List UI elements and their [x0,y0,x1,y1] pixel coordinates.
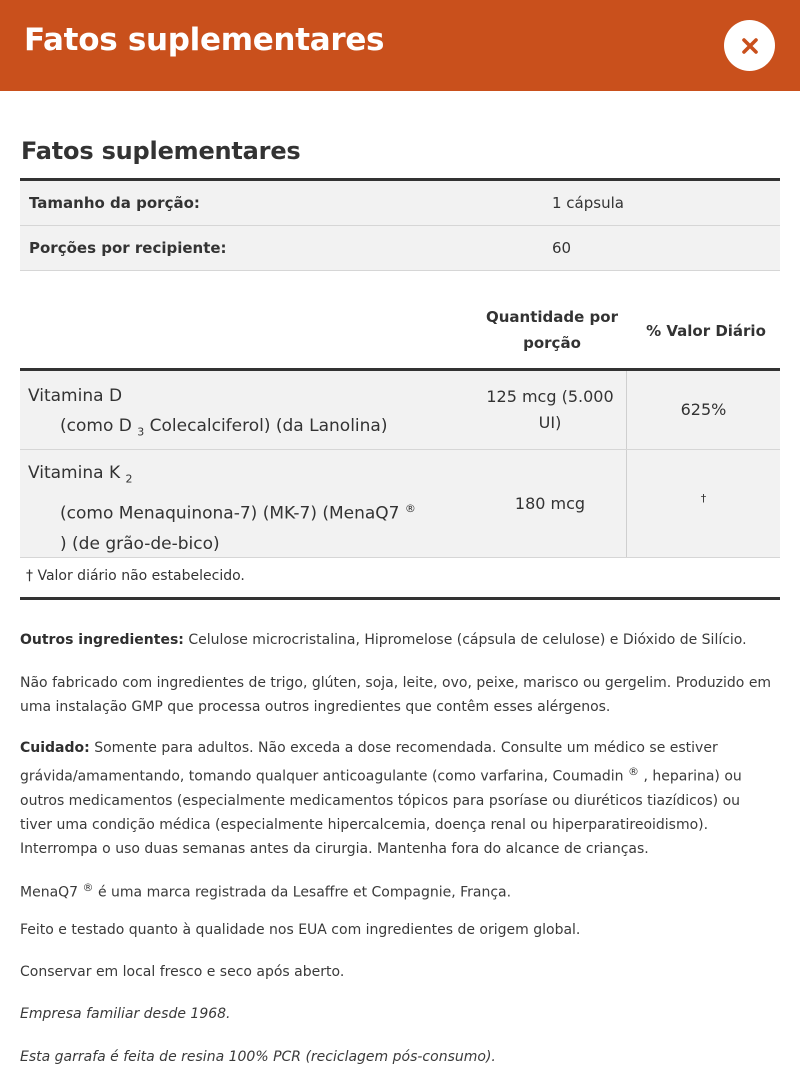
trademark-statement [20,876,780,905]
family-company-statement: Empresa familiar desde 1968. [20,1006,231,1022]
nutrient-name: Vitamina D [28,386,123,406]
table-row [20,371,780,450]
subscript: 3 [137,425,145,439]
nutrient-amount: 180 mcg [514,494,586,513]
subscript: 2 [125,472,133,486]
nutrient-name-cell [28,381,387,447]
caution-line [20,736,780,760]
registered-mark: ® [82,881,94,894]
made-in-statement: Feito e testado quanto à qualidade nos EUA com ingredientes de origem global. [20,922,581,938]
close-icon [740,36,760,56]
caution-line [20,760,780,789]
nutrient-detail [28,411,387,447]
amount-per-serving-header [474,304,630,356]
caution-line: Interrompa o uso duas semanas antes da cirurgia. Mantenha fora do alcance de crianças. [20,840,649,857]
serving-row-size [20,181,780,226]
nutrient-daily-value: 625% [680,400,727,419]
amount-line1: 125 mcg (5.000 [486,387,614,406]
caution-statement [20,736,780,861]
nutrient-detail-text: (como Menaquinona-7) (MK-7) (MenaQ7 [60,504,400,525]
nutrient-detail-text: (como D [60,416,132,436]
serving-size-label: Tamanho da porção: [29,194,200,212]
table-row [20,450,780,558]
other-ingredients-text: Celulose microcristalina, Hipromelose (cápsula de celulose) e Dióxido de Silício. [183,632,747,648]
nutrient-detail [28,494,416,529]
caution-text: grávida/amamentando, tomando qualquer anticoagulante (como varfarina, Coumadin [20,768,624,785]
registered-mark: ® [628,765,640,778]
caution-text: , heparina) ou [639,768,742,785]
nutrient-detail-text: Colecalciferol) (da Lanolina) [144,416,388,436]
serving-row-count [20,226,780,271]
nutrient-amount [475,384,625,436]
caution-line: outros medicamentos (especialmente medicamentos tópicos para psoríase ou diuréticos tiazídicos) ou [20,792,741,809]
nutrient-detail-line2: ) (de grão-de-bico) [60,534,220,555]
allergen-line: Não fabricado com ingredientes de trigo, glúten, soja, leite, ovo, peixe, marisco ou gergelim. Produzido em [20,675,772,691]
amount-header-line1: Quantidade por [486,308,618,326]
allergen-line: uma instalação GMP que processa outros ingredientes que contêm esses alérgenos. [20,699,611,715]
modal-header [0,0,800,91]
storage-statement: Conservar em local fresco e seco após aberto. [20,964,345,980]
nutrient-name-text: Vitamina K [28,463,121,483]
daily-value-header: % Valor Diário [646,322,766,340]
serving-size-value: 1 cápsula [552,194,624,212]
nutrient-daily-value: † [700,492,707,505]
nutrient-name [28,458,416,494]
other-ingredients-label: Outros ingredientes: [20,632,184,648]
footnote-row [20,557,780,600]
section-title: Fatos suplementares [21,137,301,165]
trademark-text: MenaQ7 [20,884,79,901]
bottle-statement: Esta garrafa é feita de resina 100% PCR (reciclagem pós-consumo). [20,1049,496,1065]
caution-text: Somente para adultos. Não exceda a dose recomendada. Consulte um médico se estiver [89,740,718,756]
nutrient-name-cell [28,458,416,559]
footnote: † Valor diário não estabelecido. [26,568,245,584]
other-ingredients [20,628,780,652]
caution-label: Cuidado: [20,740,90,756]
close-button[interactable] [724,20,775,71]
amount-line2: UI) [538,413,562,432]
amount-header-line2: porção [523,334,581,352]
trademark-text: é uma marca registrada da Lesaffre et Compagnie, França. [93,884,512,901]
servings-per-container-value: 60 [552,239,572,257]
allergen-statement [20,671,780,719]
registered-mark: ® [404,502,416,516]
nutrient-table [20,368,780,558]
serving-table [20,178,780,271]
servings-per-container-label: Porções por recipiente: [29,239,227,257]
caution-line: tiver uma condição médica (especialmente hipercalcemia, doença renal ou hiperparatireoidismo). [20,816,709,833]
modal-title: Fatos suplementares [24,22,385,58]
